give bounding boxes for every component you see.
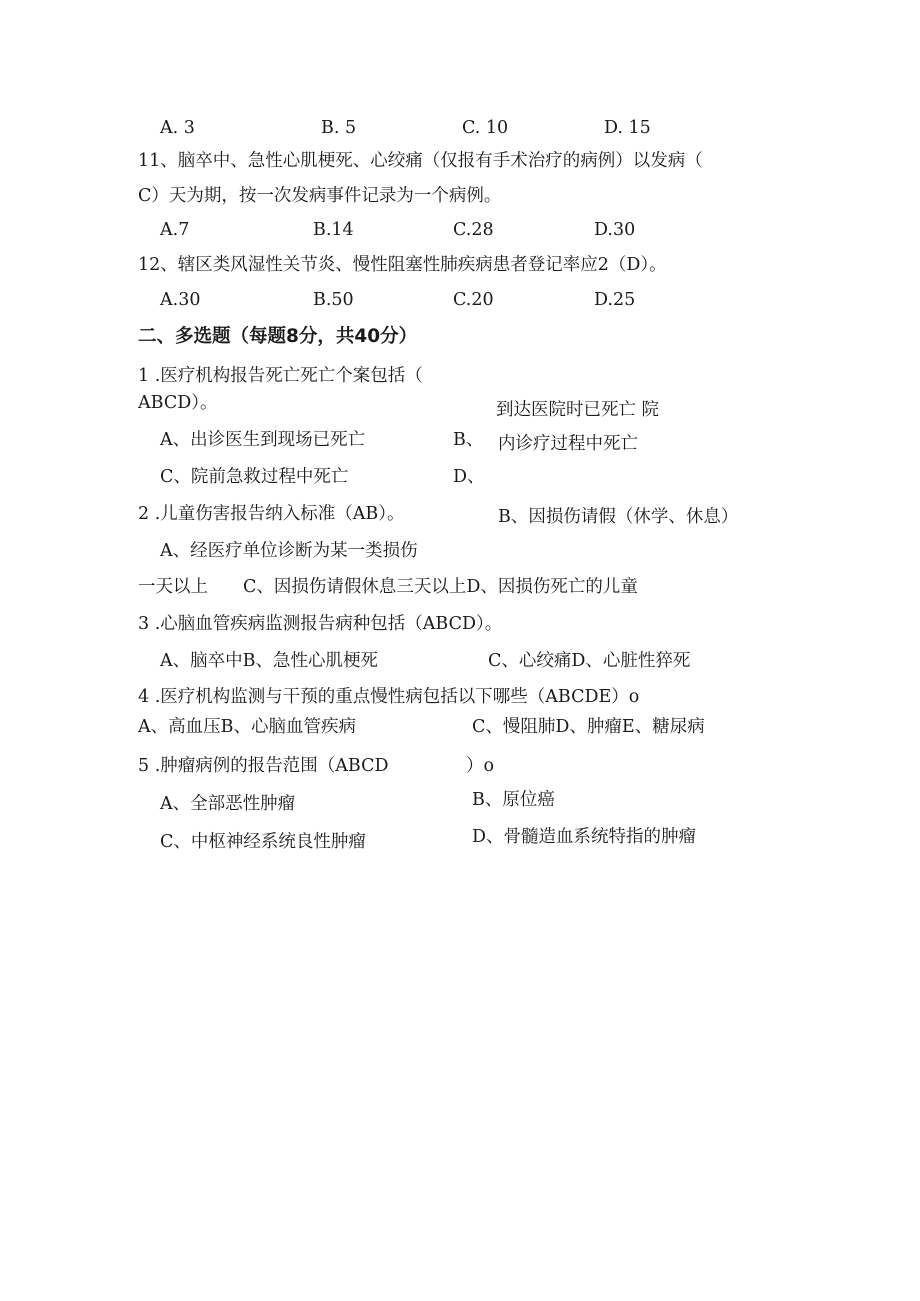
m3-option-ab: A、脑卒中B、急性心肌梗死 — [160, 651, 378, 671]
m4-text: 4 .医疗机构监测与干预的重点慢性病包括以下哪些（ABCDE）o — [138, 687, 640, 707]
m1-option-b: B、 — [453, 430, 484, 450]
m2-option-b: B、因损伤请假（休学、休息） — [498, 507, 739, 527]
m1-right-text2: 内诊疗过程中死亡 — [498, 434, 638, 454]
m1-text-line1: 1 .医疗机构报告死亡死亡个案包括（ — [138, 366, 423, 386]
q11-option-d: D.30 — [594, 220, 636, 240]
q12-option-d: D.25 — [594, 290, 636, 310]
m3-option-cd: C、心绞痛D、心脏性猝死 — [488, 651, 691, 671]
m5-text-part2: ）o — [466, 756, 495, 776]
q12-text: 12、辖区类风湿性关节炎、慢性阻塞性肺疾病患者登记率应2（D）。 — [138, 255, 667, 275]
m5-option-c: C、中枢神经系统良性肿瘤 — [160, 832, 366, 852]
q11-text-line2: C）天为期，按一次发病事件记录为一个病例。 — [138, 186, 502, 206]
m4-option-cde: C、慢阻肺D、肿瘤E、糖尿病 — [472, 717, 705, 737]
q11-option-c: C.28 — [453, 220, 494, 240]
m5-option-b: B、原位癌 — [472, 790, 555, 810]
m5-option-d: D、骨髓造血系统特指的肿瘤 — [472, 827, 697, 847]
q10-option-a: A. 3 — [160, 118, 195, 138]
m2-text-line1: 2 .儿童伤害报告纳入标准（AB）。 — [138, 504, 405, 524]
q12-option-c: C.20 — [453, 290, 494, 310]
q11-option-a: A.7 — [160, 220, 190, 240]
m5-option-a: A、全部恶性肿瘤 — [160, 794, 296, 814]
q10-option-d: D. 15 — [604, 118, 651, 138]
q11-option-b: B.14 — [313, 220, 354, 240]
m1-option-c: C、院前急救过程中死亡 — [160, 467, 349, 487]
q10-option-c: C. 10 — [462, 118, 509, 138]
m4-option-ab: A、高血压B、心脑血管疾病 — [138, 717, 356, 737]
m2-text-line3: 一天以上 C、因损伤请假休息三天以上D、因损伤死亡的儿童 — [138, 577, 638, 597]
m1-text-line2: ABCD）。 — [138, 393, 218, 413]
m1-right-text1: 到达医院时已死亡 院 — [496, 400, 660, 420]
m5-text-part1: 5 .肿瘤病例的报告范围（ABCD — [138, 756, 389, 776]
q12-option-b: B.50 — [313, 290, 354, 310]
m3-text: 3 .心脑血管疾病监测报告病种包括（ABCD）。 — [138, 614, 503, 634]
m2-option-a: A、经医疗单位诊断为某一类损伤 — [160, 541, 418, 561]
q12-option-a: A.30 — [160, 290, 201, 310]
q10-option-b: B. 5 — [321, 118, 357, 138]
section2-heading: 二、多选题（每题8分，共40分） — [138, 326, 418, 347]
q11-text-line1: 11、脑卒中、急性心肌梗死、心绞痛（仅报有手术治疗的病例）以发病（ — [138, 151, 703, 171]
m1-option-a: A、出诊医生到现场已死亡 — [160, 430, 366, 450]
m1-option-d: D、 — [453, 467, 485, 487]
